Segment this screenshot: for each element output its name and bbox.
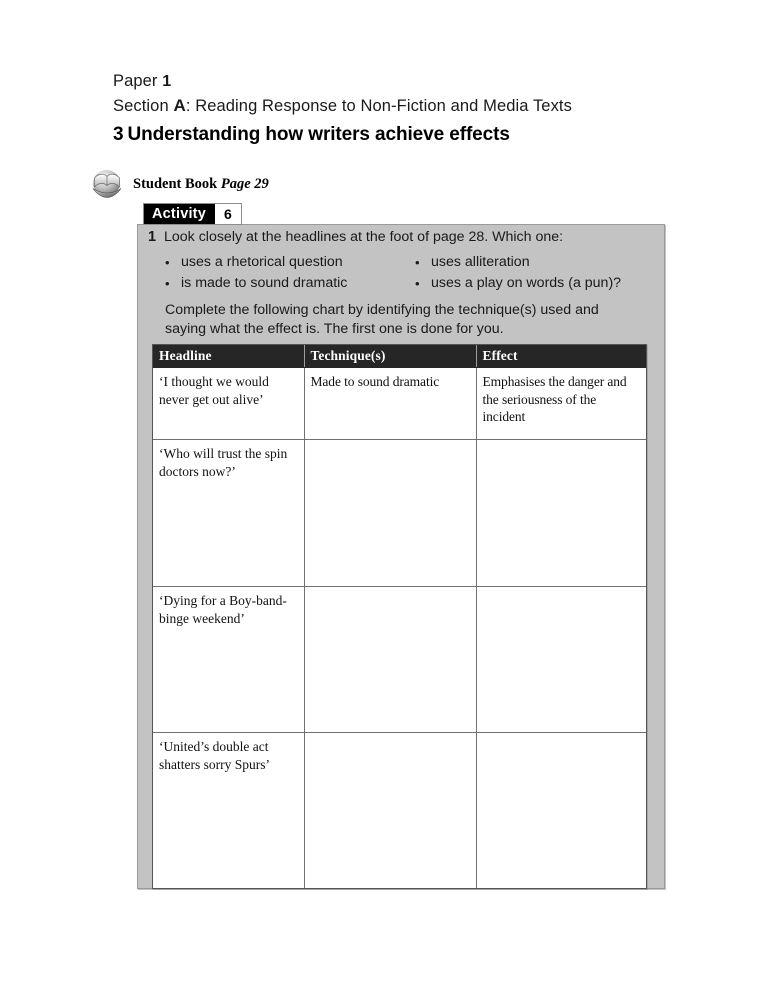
section-rest: : Reading Response to Non-Fiction and Media Texts [185, 97, 572, 115]
activity-number: 6 [215, 204, 241, 224]
paper-number: 1 [162, 73, 172, 90]
activity-instructions [148, 228, 648, 338]
list-item [165, 273, 415, 294]
bullet-text: uses alliteration [431, 254, 530, 270]
question-line [148, 228, 648, 247]
worksheet-header [113, 70, 693, 148]
bullet-text: uses a rhetorical question [181, 254, 343, 270]
section-letter: A [173, 96, 186, 115]
bullet-column-right [415, 252, 645, 294]
list-item [415, 252, 645, 273]
question-text: Look closely at the headlines at the foot of page 28. Which one: [164, 229, 564, 245]
bullet-text: is made to sound dramatic [181, 275, 348, 291]
instruction-paragraph: Complete the following chart by identifying the technique(s) used and saying what the effect is. The first one is done for you. [165, 302, 599, 337]
activity-tab [143, 203, 242, 225]
paper-line [113, 70, 693, 93]
cell-effect-blank[interactable] [476, 733, 646, 888]
bullet-icon: • [415, 276, 420, 291]
table-row [153, 587, 646, 733]
open-book-icon [90, 168, 124, 200]
cell-effect-blank[interactable] [476, 440, 646, 587]
bullet-icon: • [165, 276, 170, 291]
activity-label: Activity [144, 204, 215, 224]
unit-title: Understanding how writers achieve effects [127, 124, 510, 145]
page-title [113, 122, 693, 148]
cell-technique-blank[interactable] [304, 587, 476, 733]
student-book-page: Page 29 [220, 175, 269, 192]
section-line [113, 93, 693, 119]
paper-label: Paper [113, 72, 158, 90]
column-header-headline: Headline [153, 345, 304, 368]
bullet-icon: • [415, 255, 420, 270]
cell-effect-answer[interactable]: Emphasises the danger and the seriousness of the incident [476, 368, 646, 440]
cell-headline: ‘United’s double act shatters sorry Spurs’ [153, 733, 304, 888]
cell-technique-answer[interactable]: Made to sound dramatic [304, 368, 476, 440]
cell-headline: ‘Dying for a Boy-band-binge weekend’ [153, 587, 304, 733]
unit-number: 3 [113, 124, 124, 145]
list-item [415, 273, 645, 294]
table-row [153, 733, 646, 888]
table-row [153, 440, 646, 587]
table-header-row [153, 345, 646, 368]
table-row [153, 368, 646, 440]
cell-effect-blank[interactable] [476, 587, 646, 733]
student-book-label [133, 176, 269, 193]
cell-technique-blank[interactable] [304, 733, 476, 888]
bullet-column-left [165, 252, 415, 294]
technique-bullet-list [148, 252, 648, 294]
answer-chart [152, 344, 647, 889]
cell-headline: ‘I thought we would never get out alive’ [153, 368, 304, 440]
student-book-title: Student Book [133, 175, 218, 192]
student-book-reference [90, 167, 269, 201]
question-number: 1 [148, 229, 157, 245]
bullet-text: uses a play on words (a pun)? [431, 275, 622, 291]
cell-headline: ‘Who will trust the spin doctors now?’ [153, 440, 304, 587]
list-item [165, 252, 415, 273]
section-label: Section [113, 97, 169, 115]
bullet-icon: • [165, 255, 170, 270]
column-header-effect: Effect [476, 345, 646, 368]
column-header-technique: Technique(s) [304, 345, 476, 368]
cell-technique-blank[interactable] [304, 440, 476, 587]
